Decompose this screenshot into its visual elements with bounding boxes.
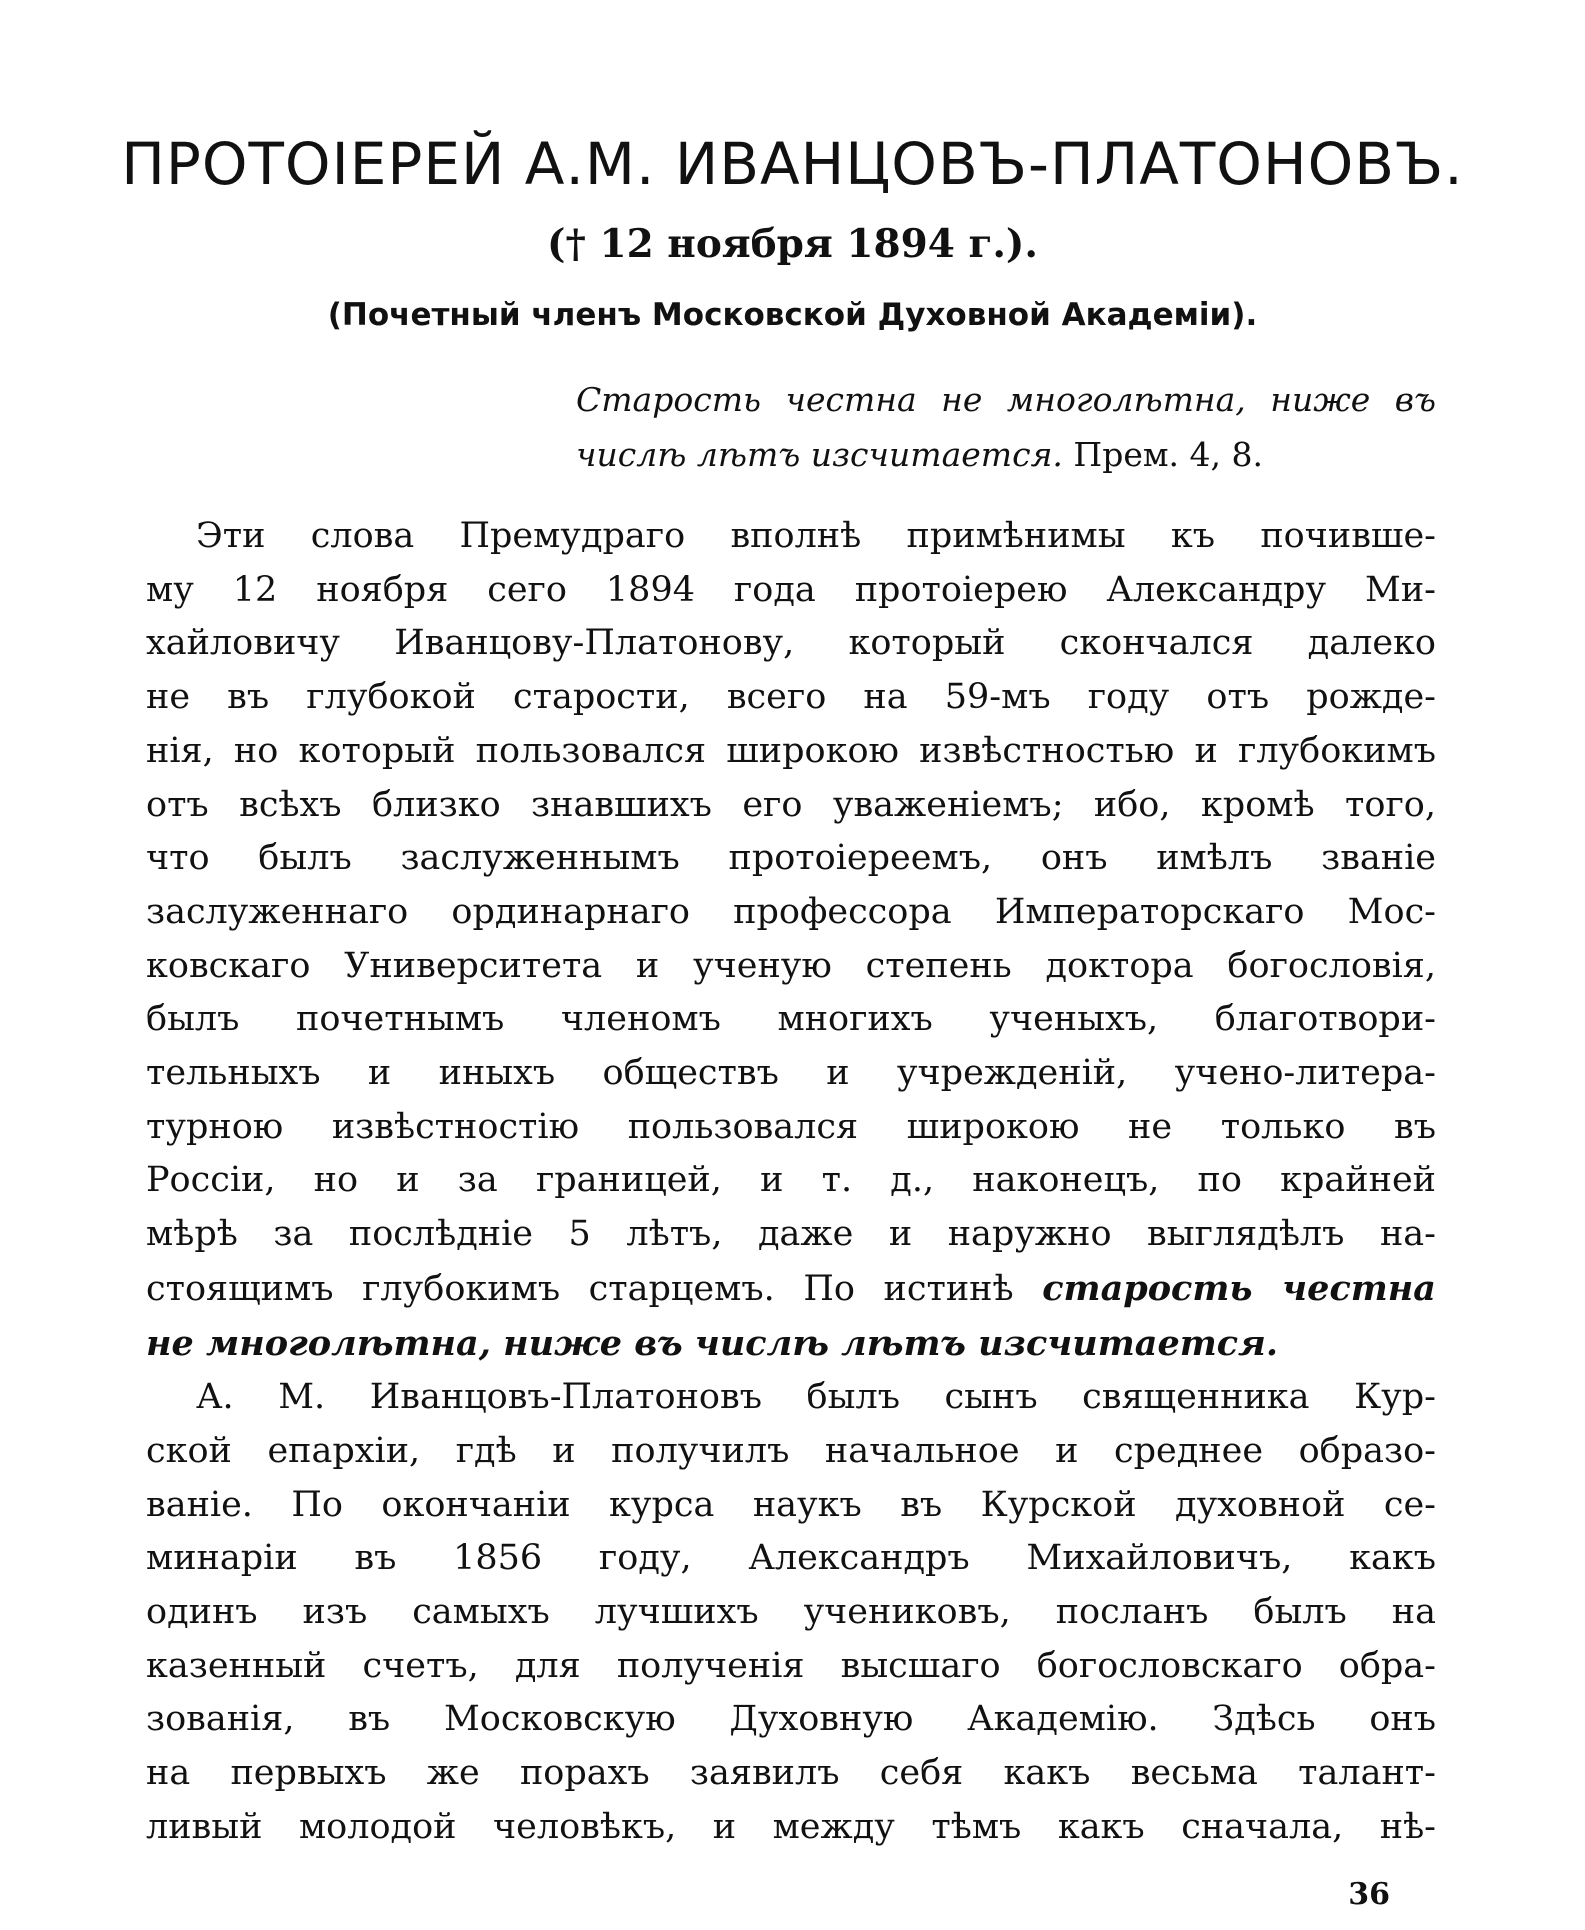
paragraph-1 [146,510,1436,1371]
text-line: ваніе. По окончаніи курса наукъ въ Курской духовной се- [146,1484,1436,1525]
epigraph-line-1: Старость честна не многолѣтна, ниже въ [576,380,1436,419]
quote-italic: старость честна [1042,1267,1436,1309]
epigraph-quote-end: числѣ лѣтъ изсчитается. [576,435,1063,474]
paragraph-2 [146,1371,1436,1854]
text-line: на первыхъ же порахъ заявилъ себя какъ весьма талант- [146,1753,1436,1794]
text-line [146,1317,1436,1372]
text-line: тельныхъ и иныхъ обществъ и учрежденій, учено-литера- [146,1053,1436,1094]
text-line: мѣрѣ за послѣдніе 5 лѣтъ, даже и наружно выглядѣлъ на- [146,1214,1436,1255]
text-line: казенный счетъ, для полученія высшаго богословскаго обра- [146,1645,1436,1686]
page-number: 36 [1348,1877,1390,1912]
epigraph-reference: Прем. 4, 8. [1073,435,1263,474]
text-line: что былъ заслуженнымъ протоіереемъ, онъ имѣлъ званіе [146,838,1436,879]
epigraph-line-2 [576,427,1436,482]
text-line: му 12 ноября сего 1894 года протоіерею Александру Ми- [146,569,1436,610]
text-line: отъ всѣхъ близко знавшихъ его уваженіемъ; ибо, кромѣ того, [146,784,1436,825]
text-line: нія, но который пользовался широкою извѣстностью и глубокимъ [146,730,1436,771]
text-line: не въ глубокой старости, всего на 59-мъ году отъ рожде- [146,677,1436,718]
text-line: стоящимъ глубокимъ старцемъ. По истинѣ старость честна [146,1267,1436,1309]
text-line: ковскаго Университета и ученую степень доктора богословія, [146,945,1436,986]
text-line: Эти слова Премудраго вполнѣ примѣнимы къ почивше- [196,516,1436,556]
epigraph [576,372,1436,482]
text-line: турною извѣстностію пользовался широкою не только въ [146,1106,1436,1147]
quote-italic: не многолѣтна, ниже въ числѣ лѣтъ изсчитается. [146,1322,1279,1364]
text-line: ской епархіи, гдѣ и получилъ начальное и среднее образо- [146,1430,1436,1471]
text-line: хайловичу Иванцову-Платонову, который скончался далеко [146,623,1436,664]
text-line: одинъ изъ самыхъ лучшихъ учениковъ, посланъ былъ на [146,1592,1436,1633]
text-line: заслуженнаго ординарнаго профессора Императорскаго Мос- [146,891,1436,932]
body-text [146,510,1436,1855]
text-line: А. М. Иванцовъ-Платоновъ былъ сынъ священника Кур- [196,1377,1436,1418]
text-line: зованія, въ Московскую Духовную Академію. Здѣсь онъ [146,1699,1436,1740]
text-line: минаріи въ 1856 году, Александръ Михайловичъ, какъ [146,1538,1436,1579]
death-date: († 12 ноября 1894 г.). [547,221,1038,267]
page-subtitle: (Почетный членъ Московской Духовной Академіи). [327,297,1258,333]
page-title: ПРОТОІЕРЕЙ А.М. ИВАНЦОВЪ-ПЛАТОНОВЪ. [121,130,1464,198]
text-line: былъ почетнымъ членомъ многихъ ученыхъ, благотвори- [146,999,1436,1040]
text-line: ливый молодой человѣкъ, и между тѣмъ какъ сначала, нѣ- [146,1806,1436,1847]
text-line: Россіи, но и за границей, и т. д., наконецъ, по крайней [146,1160,1436,1201]
